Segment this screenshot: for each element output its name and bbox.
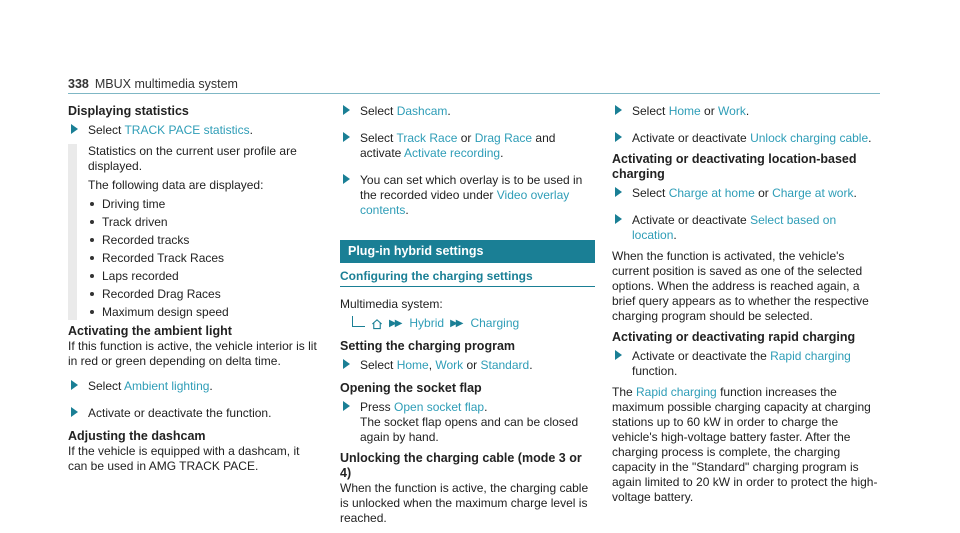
step-select-track-pace-statistics: Select TRACK PACE statistics. [68,123,320,138]
list-item: Recorded tracks [88,233,320,248]
header-divider [68,93,880,94]
step-select-based-on-location: Activate or deactivate Select based on location. [612,213,880,243]
heading-adjusting-dashcam: Adjusting the dashcam [68,429,206,443]
step-arrow-icon [615,214,622,224]
step-select-charging-program: Select Home, Work or Standard. [340,358,595,373]
link-video-overlay-contents[interactable]: Video overlay contents [360,188,570,217]
link-standard[interactable]: Standard [480,358,530,372]
menu-path-charging[interactable]: Charging [470,316,520,330]
statistics-details [68,144,320,320]
location-charging-description: When the function is activated, the vehicle's current position is saved as one of the selected options. When the address is reached again, a brief query appears as to whether the respective charging program should be selected. [612,249,869,323]
step-arrow-icon [615,350,622,360]
statistics-description: Statistics on the current user profile are displayed. [88,144,297,173]
step-arrow-icon [71,380,78,390]
step-arrow-icon [615,187,622,197]
link-open-socket-flap[interactable]: Open socket flap [394,400,485,414]
step-select-race-type: Select Track Race or Drag Race and activate Activate recording. [340,131,595,161]
link-work[interactable]: Work [435,358,464,372]
list-item: Recorded Drag Races [88,287,320,302]
step-arrow-icon [615,132,622,142]
heading-unlocking-cable: Unlocking the charging cable (mode 3 or 4) [340,451,582,480]
subheading-charging-settings: Configuring the charging settings [340,269,595,287]
step-arrow-icon [615,105,622,115]
link-unlock-charging-cable[interactable]: Unlock charging cable [750,131,869,145]
heading-socket-flap: Opening the socket flap [340,381,482,395]
column-1 [68,104,320,478]
rapid-charging-description: The Rapid charging function increases the maximum possible charging capacity at charging stations up to 60 kW in order to charge the vehicle's high-voltage battery faster. After the charging process is complete, the charging capacity in the "Standard" charging program is again limited to 20 kW in order to protect the high-voltage battery. [612,385,878,504]
multimedia-system-label: Multimedia system: [340,297,443,311]
step-activate-function: Activate or deactivate the function. [68,406,320,421]
step-open-socket-flap: Press Open socket flap. The socket flap opens and can be closed again by hand. [340,400,595,445]
heading-rapid-charging: Activating or deactivating rapid charging [612,330,856,344]
heading-location-based-charging: Activating or deactivating location-based charging [612,152,857,181]
step-rapid-charging: Activate or deactivate the Rapid charging function. [612,349,880,379]
path-corner-arrow-icon [352,316,365,327]
step-select-ambient-lighting: Select Ambient lighting. [68,379,320,394]
link-rapid-charging[interactable]: Rapid charging [770,349,851,363]
step-unlock-charging-cable: Activate or deactivate Unlock charging cable. [612,131,880,146]
home-icon [371,318,383,330]
column-3 [612,104,880,509]
statistics-list [88,197,320,320]
link-charge-at-work[interactable]: Charge at work [772,186,854,200]
step-arrow-icon [343,132,350,142]
ambient-light-description: If this function is active, the vehicle interior is lit in red or green depending on delta time. [68,339,317,368]
list-item: Recorded Track Races [88,251,320,266]
step-video-overlay: You can set which overlay is to be used in the recorded video under Video overlay contents. [340,173,595,218]
page-number: 338 [68,77,89,91]
statistics-intro: The following data are displayed: [88,178,264,192]
link-drag-race[interactable]: Drag Race [474,131,533,145]
page-header [68,77,238,91]
step-arrow-icon [343,174,350,184]
link-rapid-charging-inline[interactable]: Rapid charging [636,385,717,399]
unlocking-cable-description: When the function is active, the charging cable is unlocked when the maximum charge level is reached. [340,481,589,525]
list-item: Driving time [88,197,320,212]
link-home[interactable]: Home [668,104,701,118]
step-select-charge-location: Select Charge at home or Charge at work. [612,186,880,201]
step-arrow-icon [343,105,350,115]
menu-path [340,316,595,331]
step-arrow-icon [343,401,350,411]
step-select-home-work: Select Home or Work. [612,104,880,119]
section-banner-plug-in-hybrid: Plug-in hybrid settings [340,240,595,263]
list-item: Laps recorded [88,269,320,284]
link-dashcam[interactable]: Dashcam [396,104,448,118]
heading-charging-program: Setting the charging program [340,339,516,353]
step-arrow-icon [71,407,78,417]
dashcam-description: If the vehicle is equipped with a dashcam, it can be used in AMG TRACK PACE. [68,444,300,473]
link-track-race[interactable]: Track Race [396,131,458,145]
heading-ambient-light: Activating the ambient light [68,324,232,338]
link-ambient-lighting[interactable]: Ambient lighting [124,379,210,393]
socket-flap-description: The socket flap opens and can be closed again by hand. [360,415,579,444]
step-arrow-icon [71,124,78,134]
heading-displaying-statistics: Displaying statistics [68,104,189,118]
step-select-dashcam: Select Dashcam. [340,104,595,119]
menu-path-hybrid[interactable]: Hybrid [409,316,445,330]
link-home[interactable]: Home [396,358,429,372]
chevron-double-right-icon: ▶▶ [450,318,462,329]
page-header-title: MBUX multimedia system [94,77,238,91]
list-item: Track driven [88,215,320,230]
list-item: Maximum design speed [88,305,320,320]
step-arrow-icon [343,359,350,369]
link-select-based-on-location[interactable]: Select based on location [632,213,837,242]
column-2 [340,104,595,530]
link-track-pace-statistics[interactable]: TRACK PACE statistics [124,123,250,137]
link-work[interactable]: Work [718,104,746,118]
link-charge-at-home[interactable]: Charge at home [668,186,755,200]
chevron-double-right-icon: ▶▶ [389,318,401,329]
link-activate-recording[interactable]: Activate recording [404,146,501,160]
